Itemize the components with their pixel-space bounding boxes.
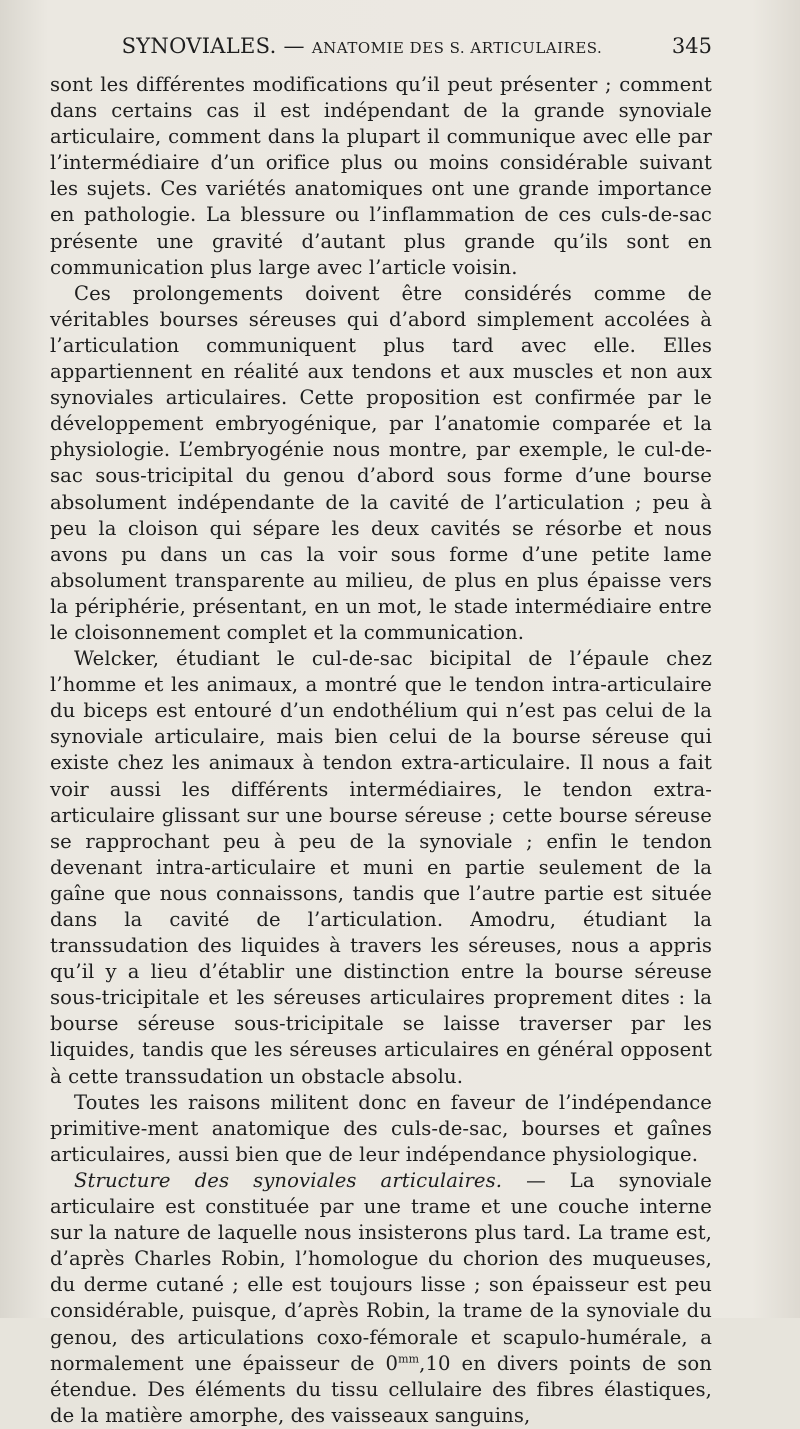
paragraph-structure xyxy=(50,1168,712,1429)
running-title-dash: — xyxy=(276,34,312,58)
paragraph-1: sont les différentes modifications qu’il peut présenter ; comment dans certains cas il est indépendant de la grande synoviale articulaire, comment dans la plupart il communique avec elle par l’intermédiaire d’un orifice plus ou moins considérable suivant les sujets. Ces variétés anatomiques ont une grande importance en pathologie. La blessure ou l’inflammation de ces culs-de-sac présente une gravité d’autant plus grande qu’ils sont en communication plus large avec l’article voisin. xyxy=(50,73,712,279)
running-header xyxy=(52,34,712,64)
section-heading: Structure des synoviales articulaires. xyxy=(74,1168,503,1192)
unit-superscript: mm xyxy=(398,1352,420,1366)
running-title-main: SYNOVIALES. xyxy=(121,34,277,58)
paragraph-4: Toutes les raisons militent donc en faveur de l’indépendance primitive-ment anatomique des culs-de-sac, bourses et gaînes articulaires, aussi bien que de leur indépendance physiologique. xyxy=(50,1090,712,1166)
structure-text-after: ,10 en divers points de son étendue. Des éléments du tissu cellulaire des fibres élastiques, de la matière amorphe, des vaisseaux sanguins, xyxy=(50,1351,712,1427)
body-text xyxy=(50,72,712,1429)
paragraph-3: Welcker, étudiant le cul-de-sac bicipital de l’épaule chez l’homme et les animaux, a montré que le tendon intra-articulaire du biceps est entouré d’un endothélium qui n’est pas celui de la synoviale articulaire, mais bien celui de la bourse séreuse qui existe chez les animaux à tendon extra-articulaire. Il nous a fait voir aussi les différents intermédiaires, le tendon extra-articulaire glissant sur une bourse séreuse ; cette bourse séreuse se rapprochant peu à peu de la synoviale ; enfin le tendon devenant intra-articulaire et muni en partie seulement de la gaîne que nous connaissons, tandis que l’autre partie est située dans la cavité de l’articulation. Amodru, étudiant la transsudation des liquides à travers les séreuses, nous a appris qu’il y a lieu d’établir une distinction entre la bourse séreuse sous-tricipitale et les séreuses articulaires proprement dites : la bourse séreuse sous-tricipitale se laisse traverser par les liquides, tandis que les séreuses articulaires en général opposent à cette transsudation un obstacle absolu. xyxy=(50,647,712,1088)
running-title xyxy=(52,34,672,58)
page-number: 345 xyxy=(671,34,712,58)
running-title-sub: ANATOMIE DES S. ARTICULAIRES. xyxy=(311,39,603,57)
paragraph-2: Ces prolongements doivent être considérés comme de véritables bourses séreuses qui d’abord simplement accolées à l’articulation communiquent plus tard avec elle. Elles appartiennent en réalité aux tendons et aux muscles et non aux synoviales articulaires. Cette proposition est confirmée par le développement embryogénique, par l’anatomie comparée et la physiologie. L’embryogénie nous montre, par exemple, le cul-de-sac sous-tricipital du genou d’abord sous forme d’une bourse absolument indépendante de la cavité de l’articulation ; peu à peu la cloison qui sépare les deux cavités se résorbe et nous avons pu dans un cas la voir sous forme d’une petite lame absolument transparente au milieu, de plus en plus épaisse vers la périphérie, présentant, en un mot, le stade intermédiaire entre le cloisonnement complet et la communication. xyxy=(50,281,712,644)
structure-text-before: — La synoviale articulaire est constituée par une trame et une couche interne sur la nature de laquelle nous insisterons plus tard. La trame est, d’après Charles Robin, l’homologue du chorion des muqueuses, du derme cutané ; elle est toujours lisse ; son épaisseur est peu considérable, puisque, d’après Robin, la trame de la synoviale du genou, des articulations coxo-fémorale et scapulo-humérale, a normalement une épaisseur de 0 xyxy=(50,1168,712,1375)
